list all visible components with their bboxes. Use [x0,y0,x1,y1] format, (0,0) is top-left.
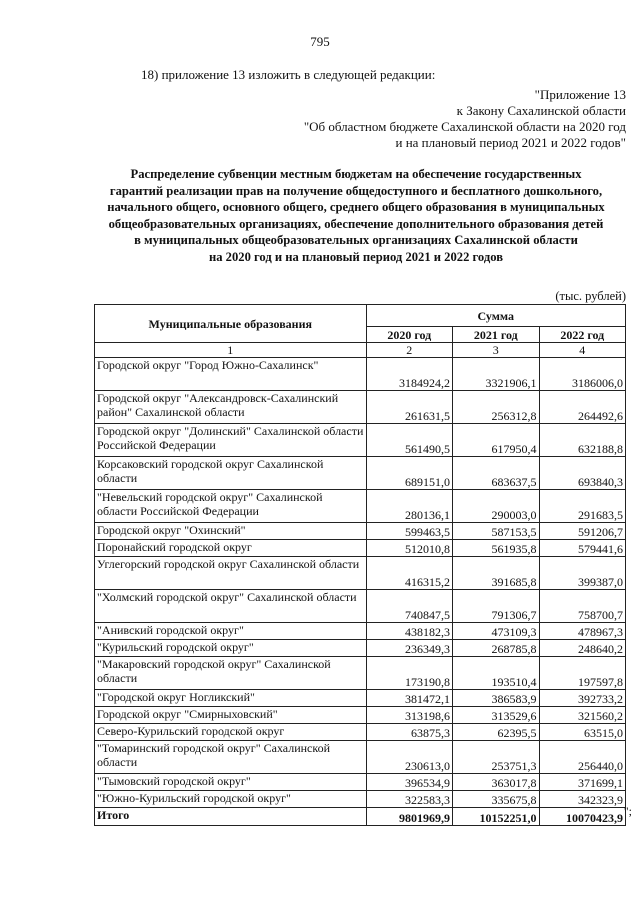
municipality-name: "Макаровский городской округ" Сахалинской области [95,657,367,690]
table-body [95,358,626,826]
municipality-name: Городской округ "Охинский" [95,523,367,540]
value-2022: 291683,5 [539,490,626,523]
municipality-name: Городской округ "Долинский" Сахалинской области Российской Федерации [95,424,367,457]
value-2022: 758700,7 [539,590,626,623]
municipality-name: "Холмский городской округ" Сахалинской области [95,590,367,623]
value-2021: 313529,6 [453,707,539,724]
value-2021: 617950,4 [453,424,539,457]
municipality-name: "Невельский городской округ" Сахалинской области Российской Федерации [95,490,367,523]
total-2021: 10152251,0 [453,808,539,826]
total-row [95,808,626,826]
total-label: Итого [95,808,367,826]
header-sum: Сумма [366,305,625,327]
total-2022: 10070423,9 [539,808,626,826]
value-2021: 62395,5 [453,724,539,741]
table-row [95,791,626,808]
value-2021: 3321906,1 [453,358,539,391]
value-2022: 478967,3 [539,623,626,640]
table-row [95,457,626,490]
table-row [95,741,626,774]
value-2020: 236349,3 [366,640,452,657]
value-2022: 321560,2 [539,707,626,724]
value-2021: 386583,9 [453,690,539,707]
value-2021: 561935,8 [453,540,539,557]
table-row [95,490,626,523]
document-title [86,166,626,265]
municipality-name: Поронайский городской округ [95,540,367,557]
value-2020: 322583,3 [366,791,452,808]
title-line: в муниципальных общеобразовательных организациях Сахалинской области [134,233,578,247]
value-2021: 363017,8 [453,774,539,791]
value-2022: 371699,1 [539,774,626,791]
value-2021: 683637,5 [453,457,539,490]
value-2020: 396534,9 [366,774,452,791]
value-2020: 599463,5 [366,523,452,540]
value-2020: 230613,0 [366,741,452,774]
unit-label: (тыс. рублей) [555,289,626,303]
value-2022: 264492,6 [539,391,626,424]
intro-text: 18) приложение 13 изложить в следующей редакции: [141,67,436,82]
value-2022: 342323,9 [539,791,626,808]
value-2020: 689151,0 [366,457,452,490]
value-2020: 3184924,2 [366,358,452,391]
table-row [95,640,626,657]
column-number: 4 [539,343,626,358]
table-row [95,774,626,791]
title-line: общеобразовательных организациях, обеспечение дополнительного образования детей [108,216,604,231]
total-2020: 9801969,9 [366,808,452,826]
value-2022: 3186006,0 [539,358,626,391]
value-2020: 416315,2 [366,557,452,590]
value-2021: 253751,3 [453,741,539,774]
table-row [95,540,626,557]
value-2022: 392733,2 [539,690,626,707]
municipality-name: "Курильский городской округ" [95,640,367,657]
value-2020: 63875,3 [366,724,452,741]
table-row [95,391,626,424]
value-2021: 791306,7 [453,590,539,623]
column-number: 1 [95,343,367,358]
value-2022: 197597,8 [539,657,626,690]
value-2021: 256312,8 [453,391,539,424]
title-line: гарантий реализации прав на получение общедоступного и бесплатного дошкольного, [109,183,603,198]
municipality-name: Городской округ "Смирныховский" [95,707,367,724]
municipality-name: Северо-Курильский городской округ [95,724,367,741]
title-line: на 2020 год и на плановый период 2021 и 2022 годов [208,249,504,264]
table-row [95,557,626,590]
column-number: 3 [453,343,539,358]
value-2022: 248640,2 [539,640,626,657]
municipality-name: Углегорский городской округ Сахалинской области [95,557,367,590]
municipality-name: "Томаринский городской округ" Сахалинской области [95,741,367,774]
value-2021: 335675,8 [453,791,539,808]
header-year-2020: 2020 год [366,327,452,343]
value-2020: 173190,8 [366,657,452,690]
value-2022: 632188,8 [539,424,626,457]
value-2021: 290003,0 [453,490,539,523]
value-2020: 512010,8 [366,540,452,557]
table-row [95,707,626,724]
table-row [95,724,626,741]
value-2020: 381472,1 [366,690,452,707]
subvention-table [94,304,626,826]
municipality-name: "Южно-Курильский городской округ" [95,791,367,808]
table-row [95,657,626,690]
municipality-name: Корсаковский городской округ Сахалинской области [95,457,367,490]
table-row [95,690,626,707]
value-2020: 561490,5 [366,424,452,457]
value-2021: 268785,8 [453,640,539,657]
municipality-name: "Тымовский городской округ" [95,774,367,791]
value-2021: 391685,8 [453,557,539,590]
column-number: 2 [366,343,452,358]
value-2020: 438182,3 [366,623,452,640]
value-2020: 261631,5 [366,391,452,424]
municipality-name: "Городской округ Ногликский" [95,690,367,707]
title-line: Распределение субвенции местным бюджетам на обеспечение государственных [130,167,582,181]
value-2020: 313198,6 [366,707,452,724]
appendix-line-1: "Приложение 13 [534,87,626,102]
title-line: начального общего, основного общего, среднего общего образования в муниципальных [107,200,605,214]
appendix-line-2: к Закону Сахалинской области [456,103,626,118]
municipality-name: "Анивский городской округ" [95,623,367,640]
value-2022: 63515,0 [539,724,626,741]
page-number: 795 [310,34,330,49]
value-2021: 473109,3 [453,623,539,640]
table-row [95,358,626,391]
appendix-line-3: "Об областном бюджете Сахалинской области на 2020 год [303,119,626,134]
closing-mark: "; [623,804,632,818]
municipality-name: Городской округ "Город Южно-Сахалинск" [95,358,367,391]
table-row [95,424,626,457]
table-row [95,623,626,640]
header-year-2021: 2021 год [453,327,539,343]
value-2022: 399387,0 [539,557,626,590]
value-2021: 587153,5 [453,523,539,540]
value-2021: 193510,4 [453,657,539,690]
appendix-line-4: и на плановый период 2021 и 2022 годов" [395,135,626,150]
value-2022: 591206,7 [539,523,626,540]
value-2022: 693840,3 [539,457,626,490]
table-row [95,590,626,623]
table-row [95,523,626,540]
header-municipality: Муниципальные образования [95,305,367,343]
appendix-header [304,87,626,151]
value-2022: 579441,6 [539,540,626,557]
header-year-2022: 2022 год [539,327,626,343]
municipality-name: Городской округ "Александровск-Сахалинский район" Сахалинской области [95,391,367,424]
value-2020: 740847,5 [366,590,452,623]
value-2022: 256440,0 [539,741,626,774]
value-2020: 280136,1 [366,490,452,523]
